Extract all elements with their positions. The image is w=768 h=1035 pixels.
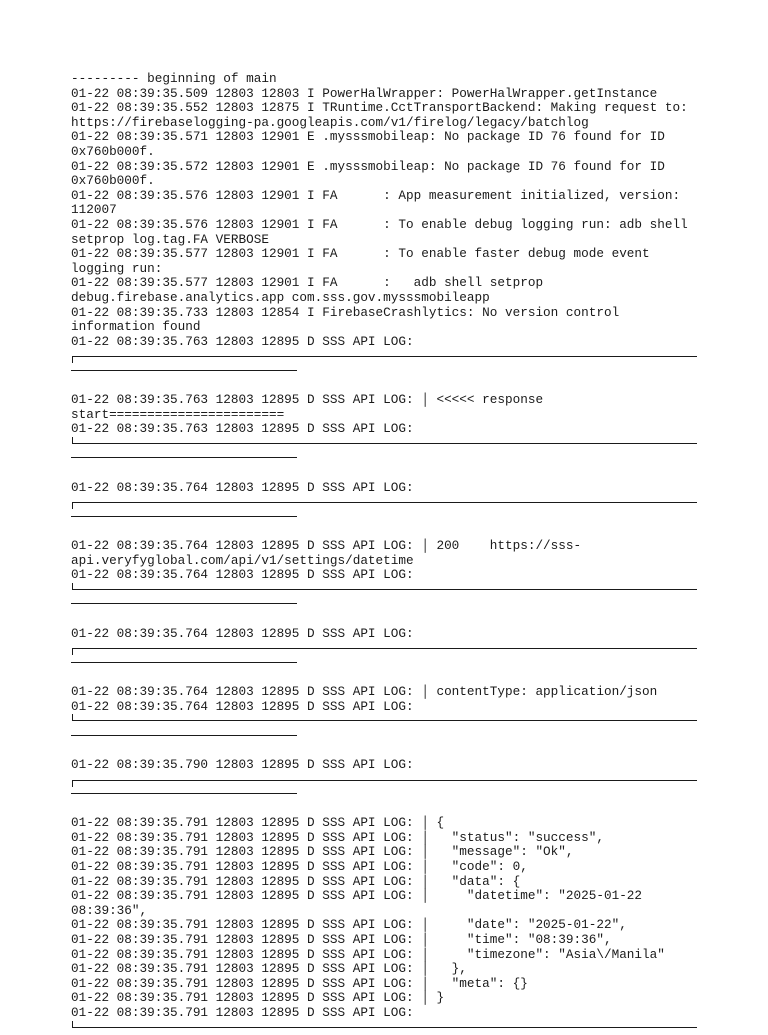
block-body-line: 08:39:36", — [71, 902, 148, 918]
block-close-line: 01-22 08:39:35.764 12803 12895 D SSS API LOG: — [71, 698, 414, 714]
box-bottom-border — [71, 583, 711, 598]
block-body-line: 01-22 08:39:35.791 12803 12895 D SSS API LOG: │ "time": "08:39:36", — [71, 932, 612, 948]
api-log-block — [71, 335, 711, 481]
box-bottom-border — [71, 437, 711, 452]
block-open-line: 01-22 08:39:35.790 12803 12895 D SSS API LOG: — [71, 756, 414, 772]
log-line: 0x760b000f. — [71, 173, 155, 189]
log-line: setprop log.tag.FA VERBOSE — [71, 231, 269, 247]
box-top-border-tail — [71, 656, 711, 671]
block-open-line: 01-22 08:39:35.764 12803 12895 D SSS API LOG: — [71, 479, 414, 495]
block-body-line: api.veryfyglobal.com/api/v1/settings/datetime — [71, 552, 414, 568]
box-bottom-border — [71, 1021, 711, 1035]
log-line: 112007 — [71, 202, 117, 218]
block-body-line: 01-22 08:39:35.764 12803 12895 D SSS API LOG: │ contentType: application/json — [71, 683, 658, 699]
log-line: logging run: — [71, 260, 163, 276]
log-line: 01-22 08:39:35.571 12803 12901 E .mysssmobileap: No package ID 76 found for ID — [71, 129, 665, 145]
log-line: 01-22 08:39:35.509 12803 12803 I PowerHalWrapper: PowerHalWrapper.getInstance — [71, 85, 658, 101]
block-body-line: 01-22 08:39:35.791 12803 12895 D SSS API LOG: │ "datetime": "2025-01-22 — [71, 888, 643, 904]
block-body-line: 01-22 08:39:35.791 12803 12895 D SSS API LOG: │ { — [71, 815, 445, 831]
box-top-border — [71, 349, 711, 364]
box-bottom-border — [71, 714, 711, 729]
api-log-blocks — [71, 335, 711, 1035]
blank-line — [71, 378, 711, 393]
block-body-line: 01-22 08:39:35.791 12803 12895 D SSS API LOG: │ "data": { — [71, 873, 521, 889]
blank-line — [71, 670, 711, 685]
block-body-line: 01-22 08:39:35.791 12803 12895 D SSS API LOG: │ "timezone": "Asia\/Manila" — [71, 946, 665, 962]
block-body-line: 01-22 08:39:35.791 12803 12895 D SSS API LOG: │ } — [71, 990, 445, 1006]
block-close-line: 01-22 08:39:35.764 12803 12895 D SSS API LOG: — [71, 567, 414, 583]
box-top-border-tail — [71, 787, 711, 802]
block-body-line: 01-22 08:39:35.791 12803 12895 D SSS API LOG: │ "status": "success", — [71, 829, 604, 845]
log-line: 01-22 08:39:35.576 12803 12901 I FA : App measurement initialized, version: — [71, 187, 681, 203]
blank-line — [71, 466, 711, 481]
log-document — [71, 72, 711, 1035]
log-line: 01-22 08:39:35.577 12803 12901 I FA : To enable faster debug mode event — [71, 246, 650, 262]
box-bottom-border-tail — [71, 451, 711, 466]
api-log-block — [71, 627, 711, 758]
blank-line — [71, 524, 711, 539]
blank-line — [71, 802, 711, 817]
box-top-border — [71, 641, 711, 656]
log-line: 01-22 08:39:35.733 12803 12854 I FirebaseCrashlytics: No version control — [71, 304, 620, 320]
blank-line — [71, 612, 711, 627]
block-body-line: 01-22 08:39:35.791 12803 12895 D SSS API LOG: │ "code": 0, — [71, 859, 528, 875]
block-open-line: 01-22 08:39:35.763 12803 12895 D SSS API LOG: — [71, 333, 414, 349]
api-log-block — [71, 481, 711, 627]
block-body-line: 01-22 08:39:35.791 12803 12895 D SSS API LOG: │ "date": "2025-01-22", — [71, 917, 627, 933]
box-top-border — [71, 773, 711, 788]
log-line: 0x760b000f. — [71, 143, 155, 159]
log-line: 01-22 08:39:35.572 12803 12901 E .mysssmobileap: No package ID 76 found for ID — [71, 158, 665, 174]
box-top-border-tail — [71, 510, 711, 525]
block-body-line: 01-22 08:39:35.791 12803 12895 D SSS API LOG: │ "message": "Ok", — [71, 844, 574, 860]
log-intro — [71, 87, 711, 335]
log-line: debug.firebase.analytics.app com.sss.gov.mysssmobileapp — [71, 289, 490, 305]
block-open-line: 01-22 08:39:35.764 12803 12895 D SSS API LOG: — [71, 625, 414, 641]
blank-line — [71, 743, 711, 758]
log-line: information found — [71, 319, 201, 335]
block-body-line: 01-22 08:39:35.791 12803 12895 D SSS API LOG: │ "meta": {} — [71, 975, 528, 991]
log-line: 01-22 08:39:35.552 12803 12875 I TRuntime.CctTransportBackend: Making request to: — [71, 100, 688, 116]
log-line: 01-22 08:39:35.576 12803 12901 I FA : To enable debug logging run: adb shell — [71, 216, 688, 232]
block-body-line: 01-22 08:39:35.791 12803 12895 D SSS API LOG: │ }, — [71, 961, 467, 977]
box-bottom-border-tail — [71, 729, 711, 744]
box-bottom-border-tail — [71, 597, 711, 612]
block-close-line: 01-22 08:39:35.763 12803 12895 D SSS API LOG: — [71, 421, 414, 437]
api-log-block — [71, 758, 711, 1035]
box-top-border-tail — [71, 364, 711, 379]
log-line: 01-22 08:39:35.577 12803 12901 I FA : adb shell setprop — [71, 275, 544, 291]
block-body-line: 01-22 08:39:35.763 12803 12895 D SSS API LOG: │ <<<<< response — [71, 392, 544, 408]
block-body-line: 01-22 08:39:35.764 12803 12895 D SSS API LOG: │ 200 https://sss- — [71, 538, 582, 553]
block-body-line: start======================= — [71, 406, 285, 422]
block-close-line: 01-22 08:39:35.791 12803 12895 D SSS API LOG: — [71, 1005, 414, 1020]
box-top-border — [71, 495, 711, 510]
log-header: --------- beginning of main — [71, 71, 277, 86]
log-line: https://firebaselogging-pa.googleapis.com/v1/firelog/legacy/batchlog — [71, 114, 589, 130]
